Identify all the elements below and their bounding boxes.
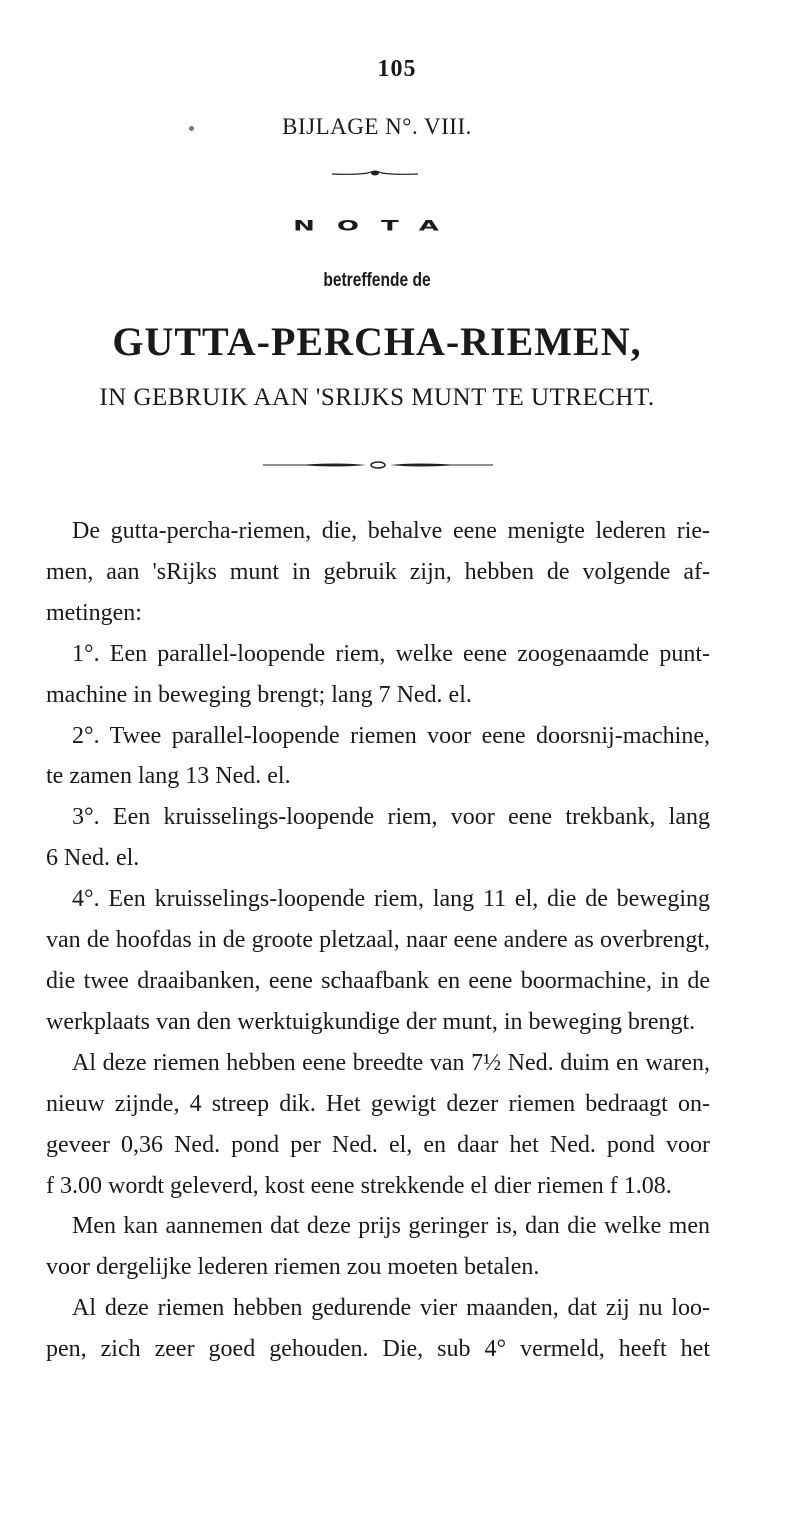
appendix-heading: BIJLAGE N°. VIII. [282, 114, 472, 139]
text-line: 4°. Een kruisselings-loopende riem, lang 11 el, die de beweging [72, 886, 710, 913]
text-line: Al deze riemen hebben gedurende vier maanden, dat zij nu loo- [72, 1295, 710, 1322]
nota-heading: NOTA [293, 218, 461, 235]
text-line: 1°. Een parallel-loopende riem, welke eene zoogenaamde punt- [72, 640, 710, 667]
text-line: Men kan aannemen dat deze prijs geringer is, dan die welke men [72, 1213, 710, 1240]
text-line: 2°. Twee parallel-loopende riemen voor eene doorsnij-machine, [72, 722, 710, 749]
text-line: die twee draaibanken, eene schaafbank en eene boormachine, in de [46, 967, 710, 994]
text-line: Al deze riemen hebben eene breedte van 7½ Ned. duim en waren, [72, 1049, 710, 1076]
small-ornament-rule [330, 168, 420, 178]
text-line: machine in beweging brengt; lang 7 Ned. el. [46, 681, 472, 708]
text-line: van de hoofdas in de groote pletzaal, naar eene andere as overbrengt, [46, 927, 710, 954]
location-subtitle: IN GEBRUIK AAN 'SRIJKS MUNT TE UTRECHT. [99, 384, 655, 411]
text-line: nieuw zijnde, 4 streep dik. Het gewigt dezer riemen bedraagt on- [46, 1090, 710, 1117]
body-text [46, 511, 710, 1370]
text-line: voor dergelijke lederen riemen zou moeten betalen. [46, 1254, 540, 1281]
subtitle: betreffende de [323, 270, 431, 291]
text-line: 3°. Een kruisselings-loopende riem, voor eene trekbank, lang [72, 804, 710, 831]
ornament-divider [258, 460, 498, 470]
text-line: pen, zich zeer goed gehouden. Die, sub 4° vermeld, heeft het [46, 1336, 710, 1363]
text-line: men, aan 'sRijks munt in gebruik zijn, hebben de volgende af- [46, 558, 710, 585]
text-line: werkplaats van den werktuigkundige der munt, in beweging brengt. [46, 1008, 696, 1035]
page-number: 105 [377, 56, 417, 82]
text-line: f 3.00 wordt geleverd, kost eene strekkende el dier riemen f 1.08. [46, 1172, 672, 1199]
text-line: geveer 0,36 Ned. pond per Ned. el, en daar het Ned. pond voor [46, 1131, 710, 1158]
text-line: metingen: [46, 599, 142, 626]
main-title: GUTTA-PERCHA-RIEMEN, [112, 319, 642, 364]
text-line: De gutta-percha-riemen, die, behalve eene menigte lederen rie- [72, 518, 710, 544]
text-line: te zamen lang 13 Ned. el. [46, 763, 291, 790]
text-line: 6 Ned. el. [46, 845, 140, 872]
